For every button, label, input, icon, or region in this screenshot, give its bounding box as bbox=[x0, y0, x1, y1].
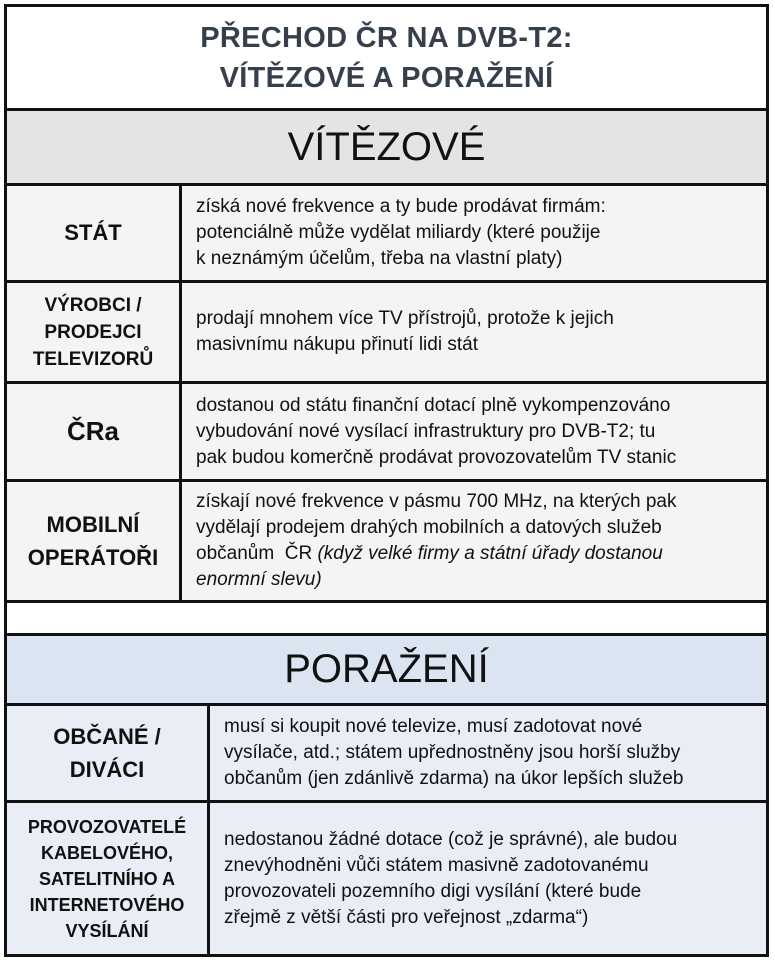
row-text-obcane: musí si koupit nové televize, musí zadotovat nové vysílače, atd.; státem upřednostněny jsou horší služby občanům (jen zdánlivě zdarma) na úkor lepších služeb bbox=[210, 706, 766, 800]
row-label-obcane: OBČANÉ / DIVÁCI bbox=[7, 706, 210, 800]
table-row bbox=[4, 186, 769, 283]
table-row bbox=[4, 803, 769, 957]
row-text-provozovatele: nedostanou žádné dotace (což je správné), ale budou znevýhodněni vůči státem masivně zadotovanému provozovateli pozemního digi vysílání (které bude zřejmě z větší části pro veřejnost „zdarma“) bbox=[210, 803, 766, 954]
row-text-mobilni: získají nové frekvence v pásmu 700 MHz, na kterých pak vydělají prodejem drahých mobilních a datových služeb občanům ČR (když velké firmy a státní úřady dostanou enormní slevu) bbox=[182, 482, 766, 600]
row-label-mobilni: MOBILNÍ OPERÁTOŘI bbox=[7, 482, 182, 600]
row-label-cra: ČRa bbox=[7, 384, 182, 479]
losers-heading: PORAŽENÍ bbox=[4, 633, 769, 706]
row-text-cra: dostanou od státu finanční dotací plně vykompenzováno vybudování nové vysílací infrastruktury pro DVB-T2; tu pak budou komerčně prodávat provozovatelům TV stanic bbox=[182, 384, 766, 479]
table-row bbox=[4, 706, 769, 803]
table-row bbox=[4, 384, 769, 482]
row-label-vyrobci: VÝROBCI / PRODEJCI TELEVIZORŮ bbox=[7, 283, 182, 381]
title-line-2: VÍTĚZOVÉ A PORAŽENÍ bbox=[219, 61, 554, 94]
winners-heading: VÍTĚZOVÉ bbox=[4, 111, 769, 186]
table-row bbox=[4, 482, 769, 603]
table-row bbox=[4, 283, 769, 384]
row-text-stat: získá nové frekvence a ty bude prodávat firmám: potenciálně může vydělat miliardy (které použije k neznámým účelům, třeba na vlastní platy) bbox=[182, 186, 766, 280]
title-line-1: PŘECHOD ČR NA DVB-T2: bbox=[200, 21, 573, 54]
row-text-vyrobci: prodají mnohem více TV přístrojů, protože k jejich masivnímu nákupu přinutí lidi stát bbox=[182, 283, 766, 381]
row-label-provozovatele: PROVOZOVATELÉ KABELOVÉHO, SATELITNÍHO A INTERNETOVÉHO VYSÍLÁNÍ bbox=[7, 803, 210, 954]
page-title bbox=[4, 4, 769, 111]
section-spacer bbox=[4, 603, 769, 633]
row-label-stat: STÁT bbox=[7, 186, 182, 280]
